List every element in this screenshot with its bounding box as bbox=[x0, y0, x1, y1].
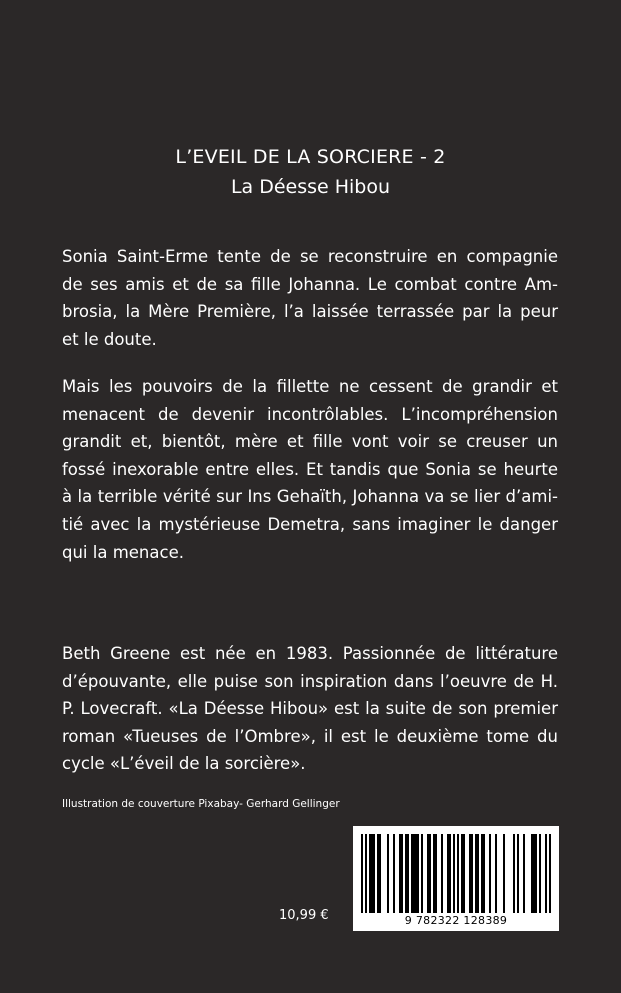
synopsis-paragraph-1 bbox=[62, 243, 558, 353]
barcode-bar bbox=[387, 834, 389, 913]
text-line: qui la menace. bbox=[62, 542, 184, 562]
text-line: P. Lovecraft. «La Déesse Hibou» est la suite de son premier bbox=[62, 699, 558, 719]
barcode-bar bbox=[533, 834, 535, 913]
barcode-bar bbox=[361, 834, 363, 913]
text-line: de ses amis et de sa fille Johanna. Le combat contre Am- bbox=[62, 274, 558, 294]
isbn-barcode bbox=[353, 826, 559, 931]
barcode-bar bbox=[373, 834, 375, 913]
barcode-bar bbox=[411, 834, 413, 913]
text-line: grandit et, bientôt, mère et fille vont voir se creuser un bbox=[62, 432, 558, 452]
barcode-bar bbox=[489, 834, 491, 913]
barcode-bar bbox=[549, 834, 551, 913]
barcode-bar bbox=[517, 834, 519, 913]
barcode-bar bbox=[475, 834, 477, 913]
barcode-bar bbox=[457, 834, 459, 913]
barcode-bar bbox=[453, 834, 455, 913]
barcode-bar bbox=[393, 834, 395, 913]
text-line: à la terrible vérité sur Ins Gehaïth, Johanna va se lier d’ami- bbox=[62, 487, 558, 507]
barcode-bar bbox=[513, 834, 515, 913]
barcode-bar bbox=[429, 834, 431, 913]
barcode-bar bbox=[407, 834, 409, 913]
synopsis-paragraph-2 bbox=[62, 373, 558, 566]
barcode-bar bbox=[441, 834, 443, 913]
barcode-bar bbox=[377, 834, 379, 913]
barcode-bar bbox=[471, 834, 473, 913]
barcode-bar bbox=[415, 834, 417, 913]
author-bio-paragraph bbox=[62, 640, 558, 778]
text-line: fossé inexorable entre elles. Et tandis que Sonia se heurte bbox=[62, 459, 558, 479]
text-line: Beth Greene est née en 1983. Passionnée de littérature bbox=[62, 644, 558, 663]
barcode-bar bbox=[495, 834, 497, 913]
barcode-bar bbox=[449, 834, 451, 913]
barcode-bar bbox=[399, 834, 401, 913]
barcode-bar bbox=[417, 834, 419, 913]
text-line: brosia, la Mère Première, l’a laissée terrassée par la peur bbox=[62, 302, 558, 322]
barcode-bar bbox=[469, 834, 471, 913]
text-line: d’épouvante, elle puise son inspiration dans l’oeuvre de H. bbox=[62, 671, 558, 691]
text-line: cycle «L’éveil de la sorcière». bbox=[62, 754, 306, 774]
barcode-bar bbox=[435, 834, 437, 913]
price-label: 10,99 € bbox=[279, 908, 329, 923]
barcode-bar bbox=[477, 834, 479, 913]
text-line: menacent de devenir incontrôlables. L’incompréhension bbox=[62, 404, 558, 424]
text-line: tié avec la mystérieuse Demetra, sans imaginer le danger bbox=[62, 514, 558, 534]
text-line: Sonia Saint-Erme tente de se reconstruire en compagnie bbox=[62, 247, 558, 266]
barcode-bar bbox=[369, 834, 371, 913]
back-cover-subtitle: La Déesse Hibou bbox=[230, 176, 391, 198]
barcode-bar bbox=[523, 834, 525, 913]
barcode-bar bbox=[461, 834, 463, 913]
barcode-bar bbox=[401, 834, 403, 913]
barcode-bar bbox=[463, 834, 465, 913]
text-line: et le doute. bbox=[62, 329, 157, 349]
barcode-bar bbox=[545, 834, 547, 913]
illustration-credit: Illustration de couverture Pixabay- Gerhard Gellinger bbox=[62, 798, 340, 810]
text-line: Mais les pouvoirs de la fillette ne cessent de grandir et bbox=[62, 377, 558, 396]
back-cover-title: L’EVEIL DE LA SORCIERE - 2 bbox=[175, 146, 446, 168]
barcode-bar bbox=[379, 834, 381, 913]
barcode-bar bbox=[405, 834, 407, 913]
barcode-bar bbox=[539, 834, 541, 913]
barcode-bar bbox=[481, 834, 483, 913]
text-line: roman «Tueuses de l’Ombre», il est le deuxième tome du bbox=[62, 726, 558, 746]
barcode-bar bbox=[531, 834, 533, 913]
barcode-bar bbox=[421, 834, 423, 913]
barcode-bar bbox=[427, 834, 429, 913]
barcode-bar bbox=[413, 834, 415, 913]
barcode-bar bbox=[447, 834, 449, 913]
barcode-bar bbox=[371, 834, 373, 913]
barcode-bar bbox=[535, 834, 537, 913]
barcode-bar bbox=[503, 834, 505, 913]
barcode-bar bbox=[483, 834, 485, 913]
barcode-bar bbox=[433, 834, 435, 913]
isbn-number: 9 782322 128389 bbox=[404, 914, 508, 927]
barcode-bar bbox=[365, 834, 367, 913]
